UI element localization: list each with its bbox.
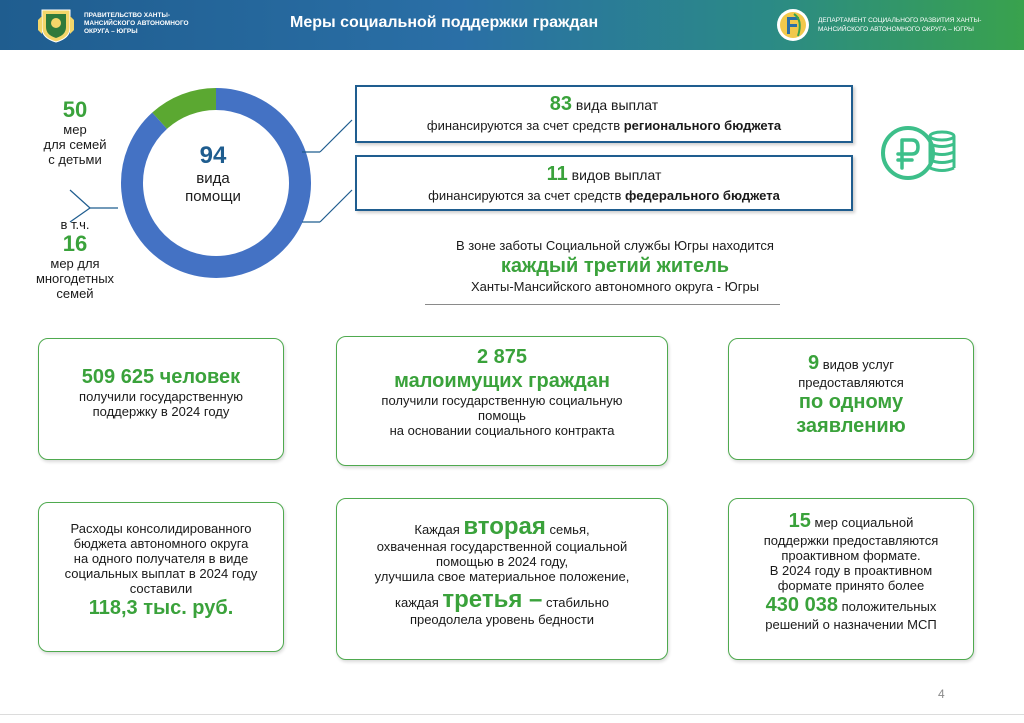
card2-line-3: на основании социального контракта <box>389 423 615 438</box>
ruble-coins-icon <box>880 118 960 188</box>
card1-line-1: получили государственную <box>79 389 243 404</box>
regional-budget-box <box>355 85 853 143</box>
families-label-1: мер <box>63 122 87 137</box>
org-left-label: ПРАВИТЕЛЬСТВО ХАНТЫ-МАНСИЙСКОГО АВТОНОМНОГО ОКРУГА – ЮГРЫ <box>84 12 189 35</box>
card1-line-2: поддержку в 2024 году <box>92 404 230 419</box>
federal-desc: финансируются за счет средств <box>428 188 625 203</box>
page-number: 4 <box>938 687 945 701</box>
card-expenses <box>38 502 284 652</box>
header-bar <box>0 0 1024 50</box>
large-label-1: мер для <box>50 256 100 271</box>
card6-line-2: проактивном формате. <box>781 548 921 563</box>
bracket-lines <box>60 180 120 225</box>
card4-line-1: Расходы консолидированного <box>70 521 252 536</box>
large-label-3: семей <box>56 286 94 301</box>
card2-big: малоимущих граждан <box>394 370 610 392</box>
federal-budget-label: федерального бюджета <box>625 188 780 203</box>
card4-line-3: на одного получателя в виде <box>73 551 249 566</box>
card4-big: 118,3 тыс. руб. <box>88 597 234 619</box>
card5-big-2: третья – <box>442 586 543 613</box>
card3-big-2: заявлению <box>796 415 906 437</box>
card5-line-3: помощью в 2024 году, <box>435 554 569 569</box>
department-logo-icon <box>776 8 810 42</box>
card5-line-2: охваченная государственной социальной <box>376 539 628 554</box>
zone-highlight: каждый третий житель <box>500 255 730 277</box>
families-label-3: с детьми <box>48 152 102 167</box>
card6-line-5: решений о назначении МСП <box>765 617 937 632</box>
card5-line-6: преодолела уровень бедности <box>409 612 595 627</box>
card3-num-rest: видов услуг <box>819 357 894 372</box>
zone-divider <box>425 304 780 305</box>
donut-label-2: помощи <box>185 188 241 205</box>
page-title: Меры социальной поддержки граждан <box>290 14 599 31</box>
card6-num-rest: мер социальной <box>810 515 914 530</box>
regional-label: вида выплат <box>572 97 659 113</box>
large-families-count: 16 <box>62 231 88 256</box>
card3-line-1: предоставляются <box>798 375 904 390</box>
card5-line-4: улучшила свое материальное положение, <box>374 569 630 584</box>
families-label-2: для семей <box>43 137 107 152</box>
federal-budget-box <box>355 155 853 211</box>
card-families-improvement <box>336 498 668 660</box>
card6-big-rest: положительных <box>837 599 937 614</box>
families-count: 50 <box>62 97 88 122</box>
federal-label: видов выплат <box>567 167 662 183</box>
footer-divider <box>0 714 1024 715</box>
card5-post-1: семья, <box>545 522 590 537</box>
card6-big: 430 038 <box>765 594 838 616</box>
card4-line-4: социальных выплат в 2024 году <box>64 566 258 581</box>
regional-desc: финансируются за счет средств <box>426 118 624 133</box>
card6-line-3: В 2024 году в проактивном <box>769 563 933 578</box>
org-right-label: ДЕПАРТАМЕНТ СОЦИАЛЬНОГО РАЗВИТИЯ ХАНТЫ-МАНСИЙСКОГО АВТОНОМНОГО ОКРУГА – ЮГРЫ <box>818 17 982 33</box>
federal-count: 11 <box>546 163 568 185</box>
zone-line-3: Ханты-Мансийского автономного округа - Югры <box>470 279 760 294</box>
donut-slice-federal <box>160 99 216 121</box>
card-proactive <box>728 498 974 660</box>
card6-line-1: поддержки предоставляются <box>763 533 939 548</box>
regional-budget-label: регионального бюджета <box>623 118 782 133</box>
card5-post-2: стабильно <box>542 595 609 610</box>
card3-big-1: по одному <box>798 391 904 413</box>
large-label-2: многодетных <box>35 271 115 286</box>
card4-line-5: составили <box>129 581 193 596</box>
emblem-icon <box>36 6 76 44</box>
zone-line-1: В зоне заботы Социальной службы Югры находится <box>456 238 774 253</box>
card2-line-1: получили государственную социальную <box>381 393 623 408</box>
card-supported-people <box>38 338 284 460</box>
donut-total: 94 <box>199 142 227 169</box>
card1-big: 509 625 человек <box>81 366 241 388</box>
incl-label: в т.ч. <box>60 217 90 232</box>
card6-line-4: формате принято более <box>777 578 925 593</box>
card5-pre-2: каждая <box>395 595 443 610</box>
donut-center <box>163 142 263 206</box>
card2-line-2: помощь <box>478 408 526 423</box>
card4-line-2: бюджета автономного округа <box>73 536 249 551</box>
regional-count: 83 <box>549 93 573 115</box>
card2-num: 2 875 <box>476 346 528 368</box>
donut-label-1: вида <box>196 170 230 187</box>
card6-num: 15 <box>788 510 811 532</box>
card3-num: 9 <box>808 352 820 374</box>
card-low-income <box>336 336 668 466</box>
care-zone-block <box>380 238 850 294</box>
card5-pre-1: Каждая <box>414 522 464 537</box>
card-single-application <box>728 338 974 460</box>
card5-big-1: вторая <box>463 513 546 540</box>
